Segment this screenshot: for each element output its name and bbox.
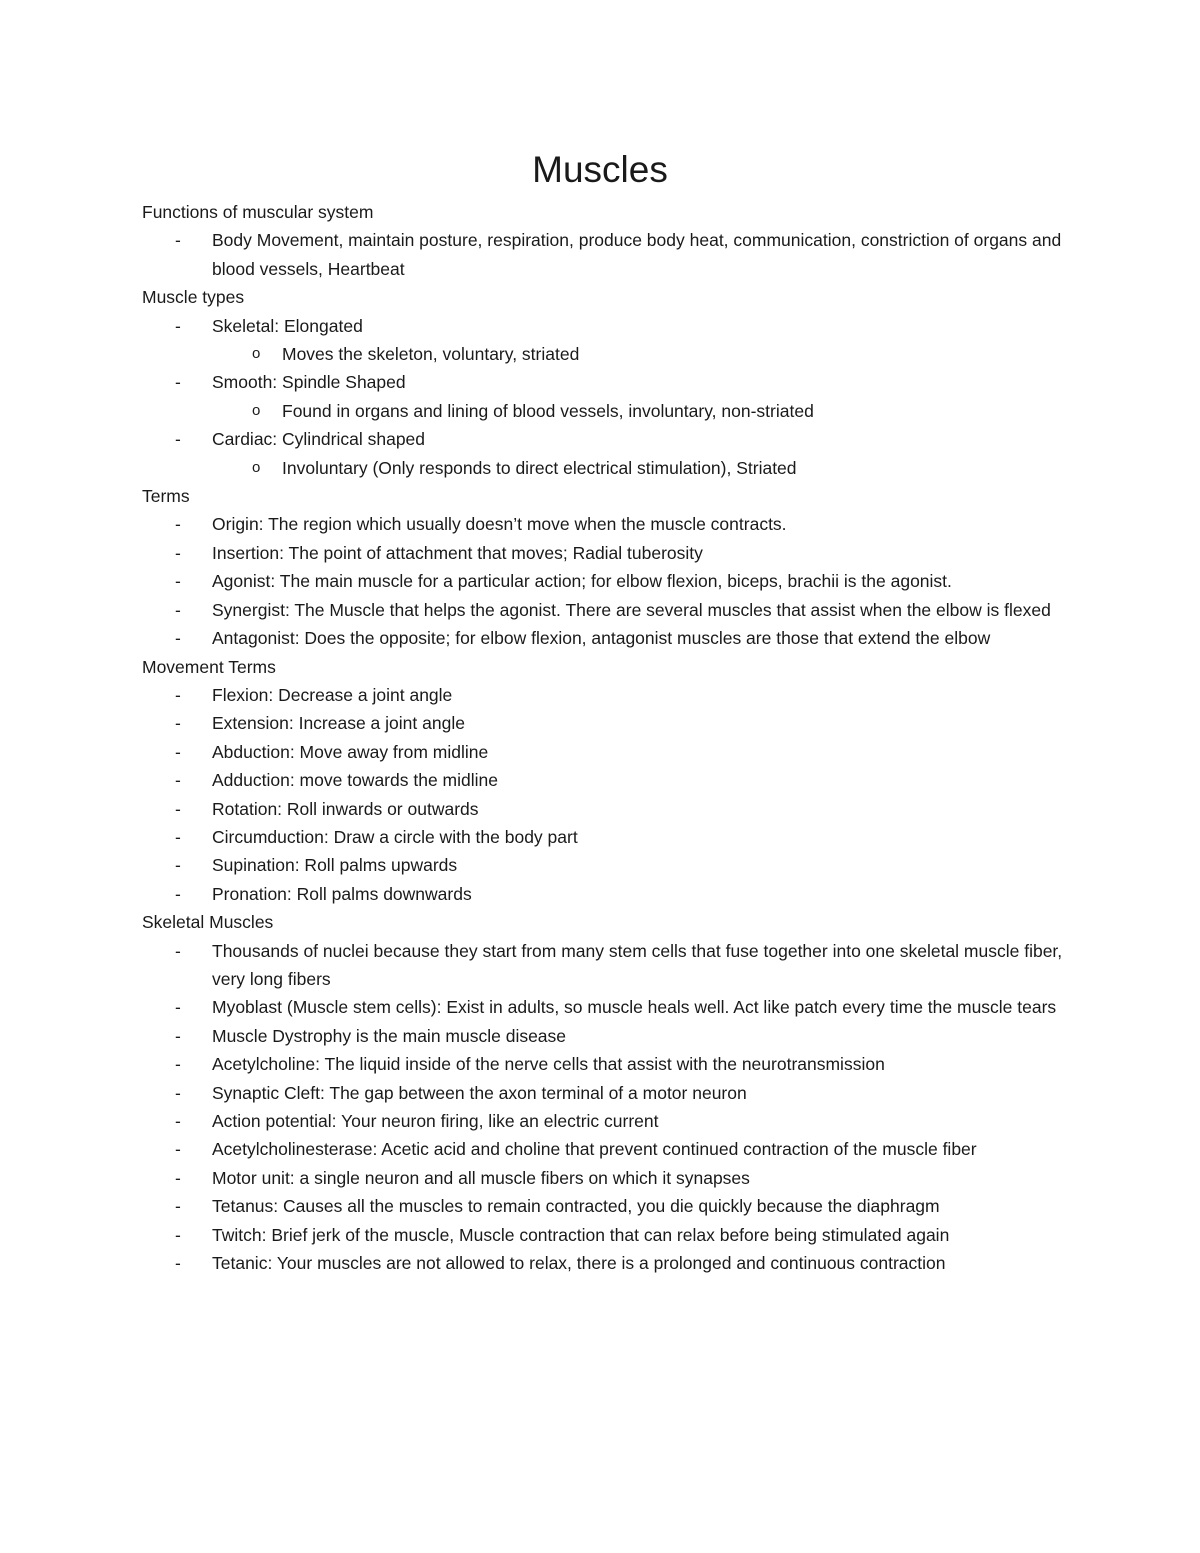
dash-bullet-icon: - [175, 1054, 181, 1075]
list-item-text: Agonist: The main muscle for a particular action; for elbow flexion, biceps, brachii is the agonist. [212, 571, 952, 592]
dash-bullet-icon: - [175, 1111, 181, 1131]
sub-list-item [142, 397, 1082, 425]
dash-bullet-icon: - [175, 1196, 181, 1217]
list-item [142, 851, 1082, 879]
list-item [142, 993, 1082, 1021]
dash-bullet-icon: - [175, 1139, 181, 1160]
dash-bullet-icon: - [175, 230, 181, 251]
dash-bullet-icon: - [175, 1224, 181, 1245]
dash-bullet-icon: - [175, 1082, 181, 1103]
list-item-text: Origin: The region which usually doesn’t move when the muscle contracts. [212, 514, 787, 535]
list-item [142, 1221, 1082, 1249]
section-heading: Functions of muscular system [142, 202, 374, 222]
dash-bullet-icon: - [175, 1253, 181, 1274]
list-item-text: Extension: Increase a joint angle [212, 713, 465, 734]
section-heading: Movement Terms [142, 656, 276, 677]
list-item-text: Insertion: The point of attachment that moves; Radial tuberosity [212, 542, 703, 563]
list-item [142, 709, 1082, 737]
list-item-text: Cardiac: Cylindrical shaped [212, 429, 426, 450]
list-item [142, 880, 1082, 908]
list-item [142, 1022, 1082, 1050]
circle-bullet-icon: o [252, 401, 261, 419]
list-item [142, 1079, 1082, 1107]
list-item-text: Synaptic Cleft: The gap between the axon terminal of a motor neuron [212, 1082, 747, 1103]
list-item-text: Involuntary (Only responds to direct electrical stimulation), Striated [282, 457, 797, 478]
sub-list-item [142, 340, 1082, 368]
circle-bullet-icon: o [252, 458, 261, 476]
section-heading: Terms [142, 486, 190, 507]
dash-bullet-icon: - [175, 684, 181, 705]
list-item [142, 312, 1082, 340]
list-item [142, 624, 1082, 652]
list-item-text: Skeletal: Elongated [212, 315, 363, 336]
notes-body [142, 198, 1082, 1277]
dash-bullet-icon: - [175, 713, 181, 734]
dash-bullet-icon: - [175, 315, 181, 336]
list-item-text: Tetanus: Causes all the muscles to remain contracted, you die quickly because the diaphragm [212, 1196, 940, 1217]
list-item-text: Tetanic: Your muscles are not allowed to relax, there is a prolonged and continuous contraction [212, 1253, 946, 1274]
list-item-text: Moves the skeleton, voluntary, striated [282, 344, 580, 365]
dash-bullet-icon: - [175, 514, 181, 535]
dash-bullet-icon: - [175, 741, 181, 762]
list-item-text: Motor unit: a single neuron and all muscle fibers on which it synapses [212, 1167, 750, 1188]
list-item [142, 567, 1082, 595]
list-item [142, 738, 1082, 766]
list-item [142, 596, 1082, 624]
dash-bullet-icon: - [175, 883, 181, 904]
list-item-text: Abduction: Move away from midline [212, 741, 489, 762]
list-item-text: Thousands of nuclei because they start from many stem cells that fuse together into one skeletal muscle fiber, very long fibers [212, 940, 1063, 989]
list-item [142, 937, 1082, 994]
list-item-text: Acetylcholinesterase: Acetic acid and choline that prevent continued contraction of the muscle fiber [212, 1139, 977, 1160]
list-item-text: Circumduction: Draw a circle with the body part [212, 826, 578, 847]
dash-bullet-icon: - [175, 798, 181, 819]
page-title: Muscles [532, 149, 668, 190]
list-item [142, 823, 1082, 851]
dash-bullet-icon: - [175, 628, 181, 649]
list-item [142, 226, 1082, 283]
list-item-text: Adduction: move towards the midline [212, 770, 498, 791]
dash-bullet-icon: - [175, 1167, 181, 1188]
list-item-text: Body Movement, maintain posture, respiration, produce body heat, communication, constriction of organs and blood vessels, Heartbeat [212, 230, 1062, 279]
list-item [142, 1135, 1082, 1163]
list-item [142, 368, 1082, 396]
list-item-text: Supination: Roll palms upwards [212, 855, 458, 876]
list-item [142, 539, 1082, 567]
dash-bullet-icon: - [175, 770, 181, 791]
list-item-text: Action potential: Your neuron firing, like an electric current [212, 1111, 659, 1131]
list-item [142, 1192, 1082, 1220]
list-item-text: Rotation: Roll inwards or outwards [212, 798, 479, 819]
list-item-text: Twitch: Brief jerk of the muscle, Muscle contraction that can relax before being stimulated again [212, 1224, 950, 1245]
list-item [142, 766, 1082, 794]
list-item-text: Found in organs and lining of blood vessels, involuntary, non-striated [282, 400, 814, 421]
dash-bullet-icon: - [175, 542, 181, 563]
dash-bullet-icon: - [175, 997, 181, 1018]
list-item [142, 1050, 1082, 1078]
list-item [142, 681, 1082, 709]
section-heading: Muscle types [142, 287, 245, 308]
dash-bullet-icon: - [175, 372, 181, 393]
list-item-text: Synergist: The Muscle that helps the agonist. There are several muscles that assist when the elbow is flexed [212, 599, 1051, 620]
list-item [142, 1107, 1082, 1135]
list-item-text: Myoblast (Muscle stem cells): Exist in adults, so muscle heals well. Act like patch every time the muscle tears [212, 997, 1057, 1018]
list-item [142, 510, 1082, 538]
list-item [142, 1164, 1082, 1192]
list-item-text: Flexion: Decrease a joint angle [212, 684, 453, 705]
list-item [142, 425, 1082, 453]
list-item-text: Smooth: Spindle Shaped [212, 372, 406, 393]
dash-bullet-icon: - [175, 599, 181, 620]
dash-bullet-icon: - [175, 1025, 181, 1046]
list-item [142, 1249, 1082, 1277]
section-heading: Skeletal Muscles [142, 912, 274, 933]
list-item-text: Acetylcholine: The liquid inside of the nerve cells that assist with the neurotransmission [212, 1054, 885, 1075]
list-item-text: Antagonist: Does the opposite; for elbow flexion, antagonist muscles are those that extend the elbow [212, 628, 991, 649]
circle-bullet-icon: o [252, 345, 261, 363]
dash-bullet-icon: - [175, 855, 181, 876]
dash-bullet-icon: - [175, 571, 181, 592]
dash-bullet-icon: - [175, 826, 181, 847]
sub-list-item [142, 454, 1082, 482]
list-item-text: Muscle Dystrophy is the main muscle disease [212, 1025, 567, 1046]
list-item [142, 795, 1082, 823]
dash-bullet-icon: - [175, 429, 181, 450]
dash-bullet-icon: - [175, 940, 181, 961]
list-item-text: Pronation: Roll palms downwards [212, 883, 472, 904]
